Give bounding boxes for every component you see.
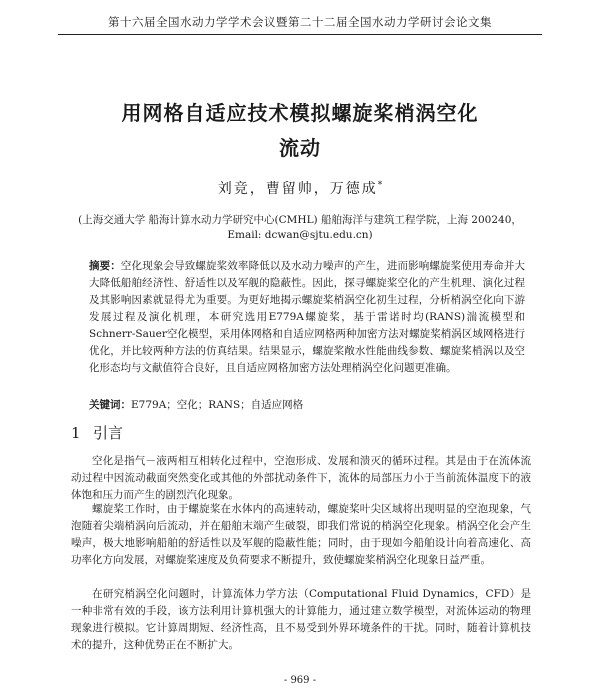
abstract-text: 空化现象会导致螺旋桨效率降低以及水动力噪声的产生，进而影响螺旋桨使用寿命并大大降低船舶经济性、舒适性以及军舰的隐蔽性。因此，探寻螺旋桨空化的产生机理、演化过程及其影响因素就显得尤为重要。为更好地揭示螺旋桨梢涡空化初生过程，分析梢涡空化向下游发展过程及演化机理，本研究选用E779A螺旋桨，基于雷诺时均(RANS)湍流模型和Schnerr-Sauer空化模型，采用体网格和自适应网格两种加密方法对螺旋桨梢涡区域网格进行优化，并比较两种方法的仿真结果。结果显示，螺旋桨敞水性能曲线参数、螺旋桨梢涡以及空化形态均与文献值符合良好，且自适应网格加密方法处理梢涡空化问题更准确。 [89,260,526,374]
section-heading [71,422,123,443]
author-names: 刘竞，曹留帅，万德成 [217,181,378,197]
keywords-text: E779A；空化；RANS；自适应网格 [131,399,304,411]
paper-title-line-1: 用网格自适应技术模拟螺旋桨梢涡空化 [121,101,479,125]
corresponding-author-mark: * [377,180,383,191]
header-rule [58,34,542,35]
author-list [0,178,600,198]
keywords-label: 关键词： [89,399,131,411]
section-title: 引言 [93,424,124,442]
affiliation-line-2: Email: dcwan@sjtu.edu.cn) [227,229,373,241]
body-paragraph-3: 在研究梢涡空化问题时，计算流体力学方法（Computational Fluid Dynamics，CFD）是一种非常有效的手段，该方法利用计算机强大的计算能力，通过建立数学模型，对流体运动的物理现象进行模拟。它计算周期短、经济性高，且不易受到外界环境条件的干扰。同时，随着计算机技术的提升，这种优势正在不断扩大。 [71,588,531,651]
abstract [89,258,525,394]
running-header: 第十六届全国水动力学学术会议暨第二十二届全国水动力学研讨会论文集 [108,15,492,29]
affiliation-line-1: (上海交通大学 船海计算水动力学研究中心(CMHL) 船舶海洋与建筑工程学院，上海 200240， [78,214,522,226]
section-number: 1 [71,424,81,442]
paper-title-line-2: 流动 [279,136,321,160]
body-paragraph-1: 空化是指气－液两相互相转化过程中，空泡形成、发展和溃灭的循环过程。其是由于在流体流动过程中因流动截面突然变化或其他的外部扰动条件下，流体的局部压力小于当前流体温度下的液体饱和压力而产生的剧烈汽化现象。 [71,455,531,501]
keywords [89,397,525,414]
page-number: - 969 - [283,675,317,686]
abstract-label: 摘要： [89,260,121,272]
body-paragraph-2: 螺旋桨工作时，由于螺旋桨在水体内的高速转动，螺旋桨叶尖区域将出现明显的空泡现象，气泡随着尖端梢涡向后流动，并在船舶末端产生破裂，即我们常说的梢涡空化现象。梢涡空化会产生噪声，极大地影响船舶的舒适性以及军舰的隐蔽性能；同时，由于现如今船舶设计向着高速化、高功率化方向发展，对螺旋桨速度及负荷要求不断提升，致使螺旋桨梢涡空化现象日益严重。 [71,503,531,566]
